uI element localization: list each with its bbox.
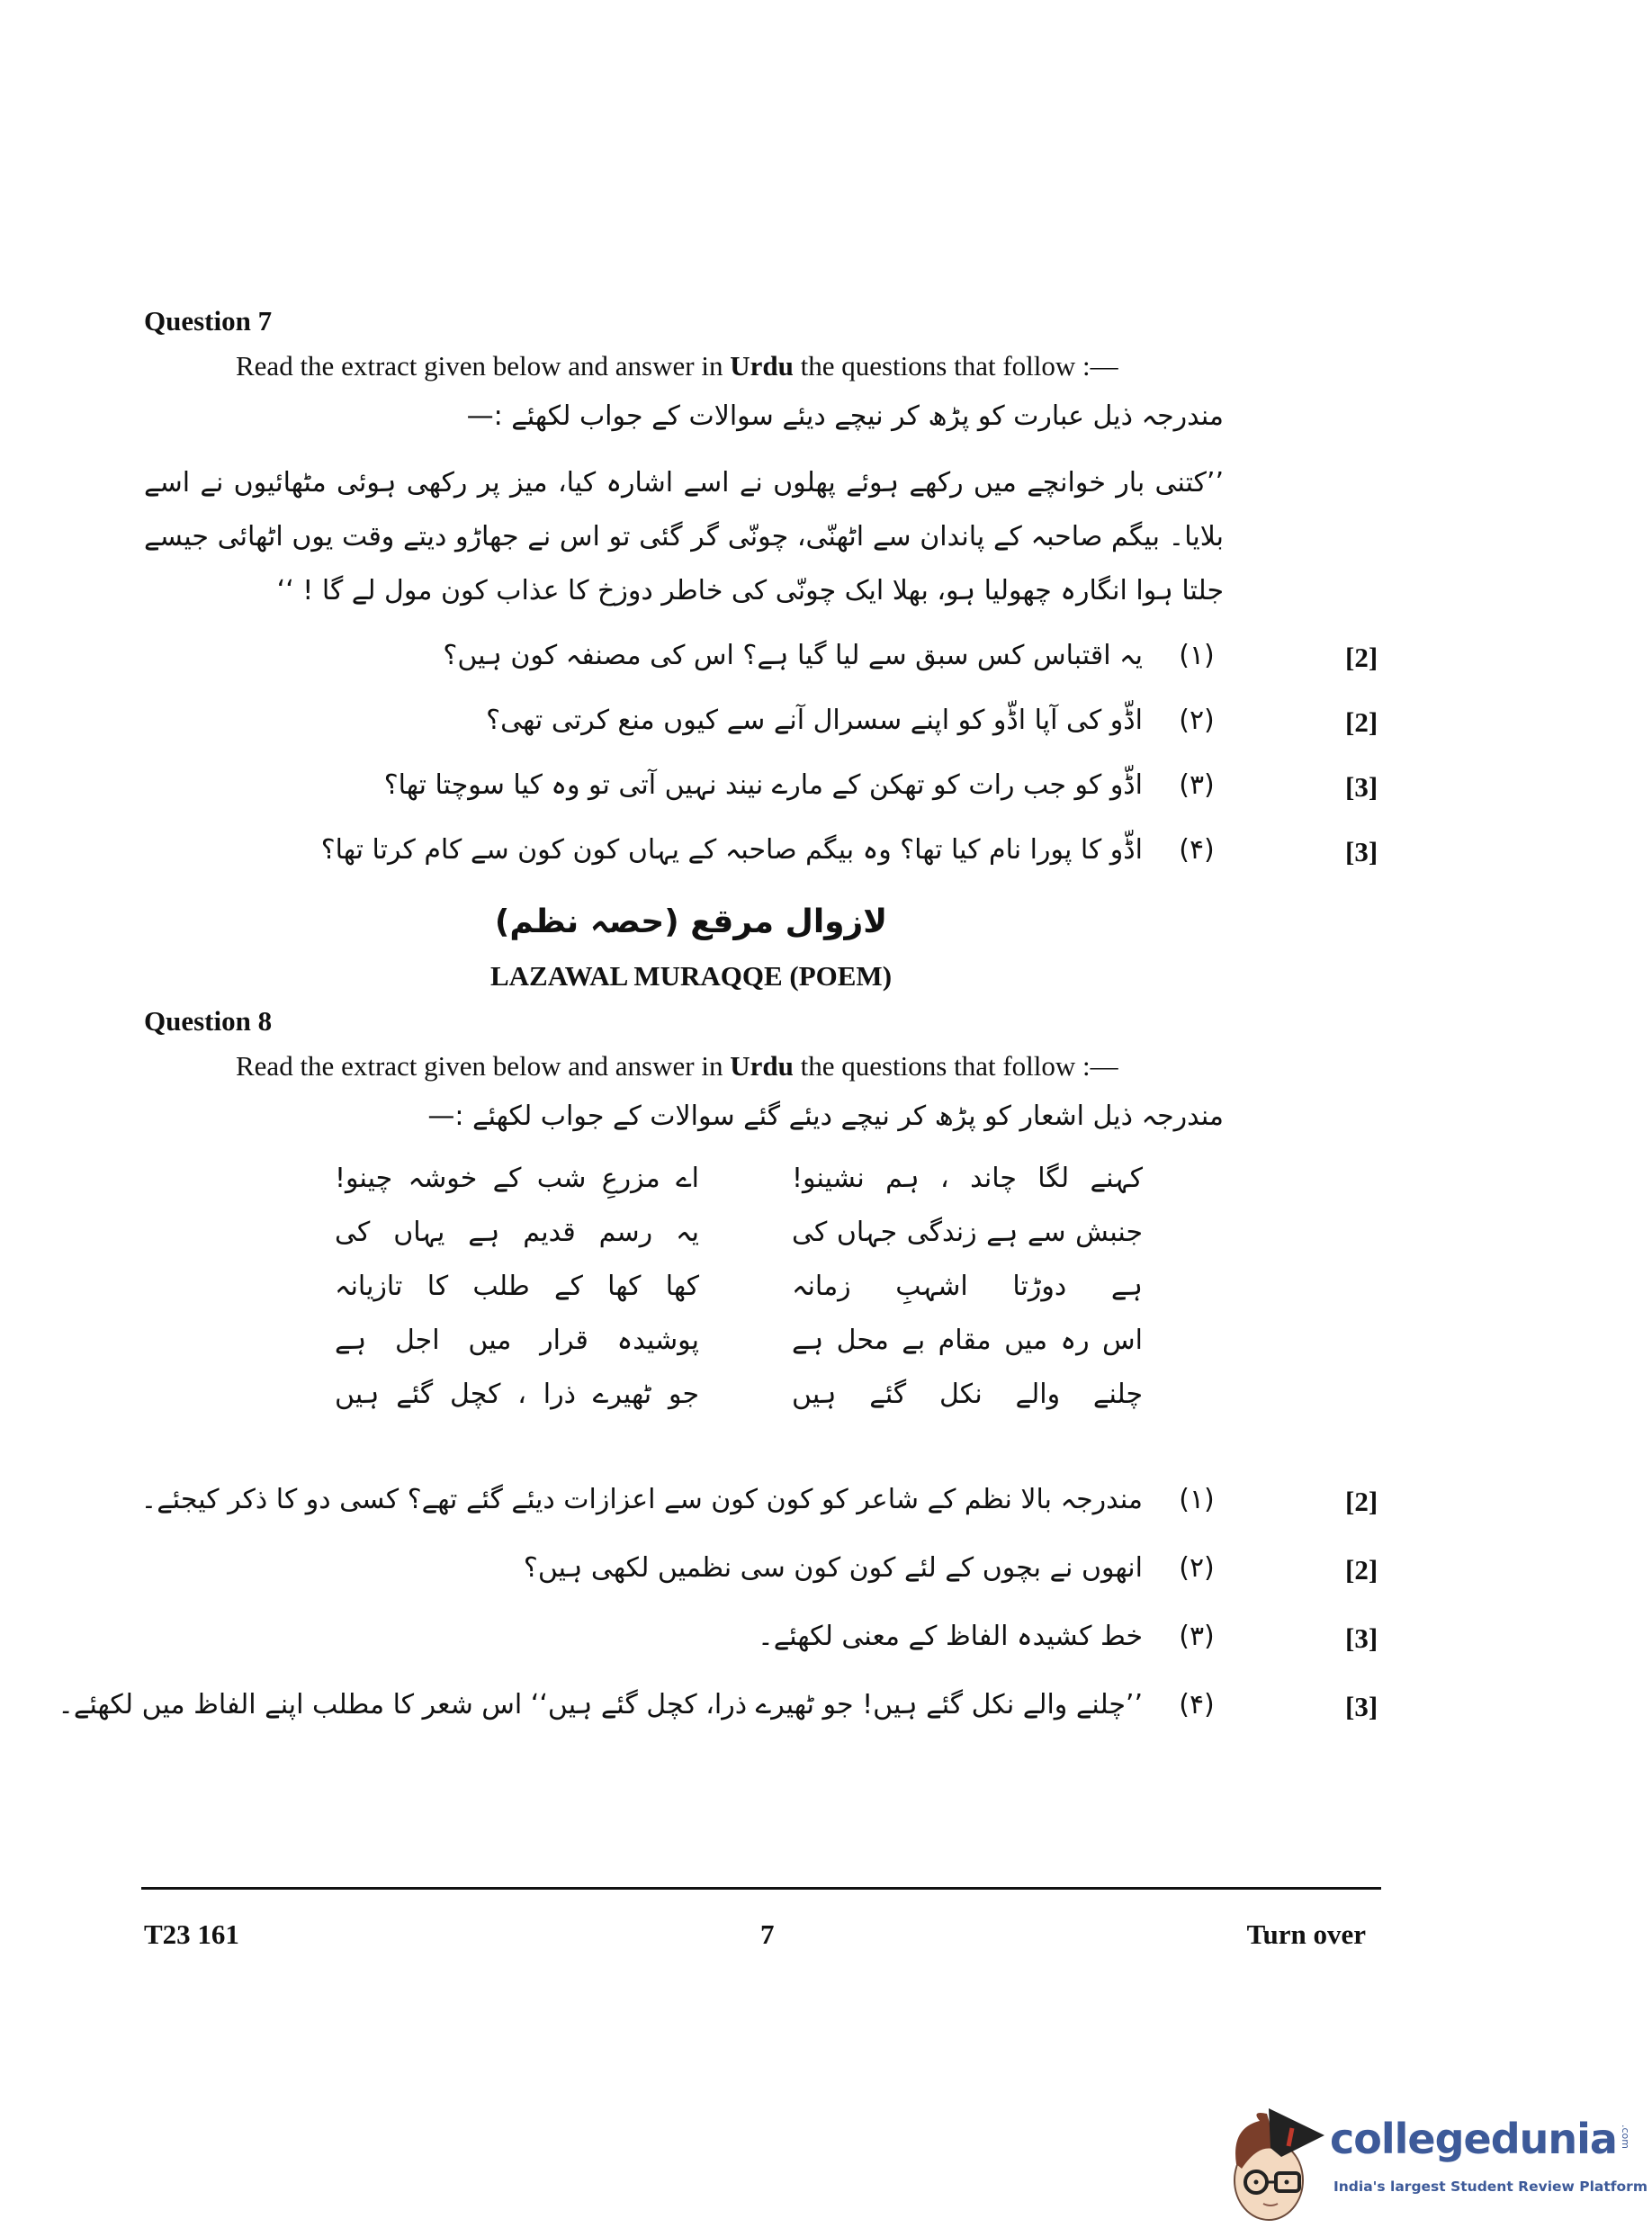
mascot-icon: [1224, 2101, 1327, 2223]
poem-line: ہے دوڑتا اشہبِ زمانہ: [792, 1271, 1143, 1302]
question-7-heading: Question 7: [144, 305, 273, 337]
question-7-item-4: [144, 831, 1382, 895]
poem-row: [144, 1318, 1382, 1372]
question-number: (۲): [1179, 705, 1215, 736]
brand-name: collegedunia: [1330, 2115, 1617, 2163]
question-text: خط کشیدہ الفاظ کے معنی لکھئے۔: [758, 1621, 1143, 1652]
poem-line: جو ٹھیرے ذرا ، کچل گئے ہیں: [335, 1379, 699, 1410]
question-text: ’’چلنے والے نکل گئے ہیں! جو ٹھیرے ذرا، کچل گئے ہیں‘‘ اس شعر کا مطلب اپنے الفاظ میں لکھئے۔: [58, 1689, 1143, 1720]
question-8-item-3: [144, 1617, 1382, 1685]
poem-line: کہنے لگا چاند ، ہم نشینو!: [792, 1163, 1143, 1194]
instruction-bold: Urdu: [730, 1050, 794, 1082]
question-8-item-1: [140, 1480, 1382, 1549]
poem-row: [144, 1264, 1382, 1318]
question-number: (۴): [1179, 834, 1215, 866]
question-number: (۱): [1179, 1484, 1215, 1515]
question-marks: [2]: [1345, 706, 1378, 738]
question-marks: [2]: [1345, 642, 1378, 673]
poem-row: [144, 1156, 1382, 1210]
question-8-list: [58, 1480, 1382, 1754]
poem-line: کھا کھا کے طلب کا تازیانہ: [335, 1271, 699, 1302]
poem-line: اس رہ میں مقام بے محل ہے: [792, 1325, 1143, 1356]
question-number: (۳): [1179, 1621, 1215, 1652]
footer-divider: [141, 1887, 1381, 1890]
question-7-list: [144, 636, 1382, 895]
question-7-item-3: [144, 766, 1382, 831]
question-text: انھوں نے بچوں کے لئے کون کون سی نظمیں لکھی ہیں؟: [523, 1552, 1143, 1584]
question-7-instruction: [144, 348, 1382, 397]
question-marks: [2]: [1345, 1486, 1378, 1517]
question-marks: [3]: [1345, 836, 1378, 867]
collegedunia-logo: [1224, 2101, 1647, 2223]
poem-title-urdu: لازوال مرقع (حصہ نظم): [494, 903, 888, 940]
poem-row: [144, 1372, 1382, 1426]
brand-tagline: India's largest Student Review Platform: [1333, 2179, 1648, 2195]
brand-wordmark: [1330, 2112, 1631, 2166]
question-number: (۱): [1179, 640, 1215, 671]
question-text: یہ اقتباس کس سبق سے لیا گیا ہے؟ اس کی مصنفہ کون ہیں؟: [443, 640, 1143, 671]
poem-row: [144, 1210, 1382, 1264]
instruction-text: Read the extract given below and answer in: [236, 1050, 731, 1082]
poem-line: اے مزرعِ شب کے خوشہ چینو!: [335, 1163, 699, 1194]
question-7-extract: ’’کتنی بار خوانچے میں رکھے ہوئے پھلوں نے اسے اشارہ کیا، میز پر رکھی ہوئی مٹھائیوں نے اسے بلایا۔ بیگم صاحبہ کے پاندان سے اٹھنّی، چونّی گر گئی تو اس نے جھاڑو دیتے وقت یوں اٹھائی جیسے جلتا ہوا انگارہ چھولیا ہو، بھلا ایک چونّی کی خاطر دوزخ کا عذاب کون مول لے گا ! ‘‘: [144, 467, 1224, 606]
question-marks: [3]: [1345, 1622, 1378, 1654]
question-text: مندرجہ بالا نظم کے شاعر کو کون کون سے اعزازات دیئے گئے تھے؟ کسی دو کا ذکر کیجئے۔: [140, 1484, 1143, 1515]
main-content: [58, 303, 1382, 1754]
poem-line: یہ رسم قدیم ہے یہاں کی: [335, 1217, 699, 1248]
poem-line: چلنے والے نکل گئے ہیں: [792, 1379, 1143, 1410]
turn-over-label: Turn over: [1246, 1918, 1366, 1950]
question-text: اڈّو کو جب رات کو تھکن کے مارے نیند نہیں آتی تو وہ کیا سوچتا تھا؟: [383, 769, 1143, 801]
question-marks: [3]: [1345, 1691, 1378, 1722]
question-text: اڈّو کا پورا نام کیا تھا؟ وہ بیگم صاحبہ کے یہاں کون کون سے کام کرتا تھا؟: [320, 834, 1143, 866]
paper-code: T23 161: [144, 1918, 239, 1950]
page-number: 7: [760, 1918, 775, 1950]
poem-title-english: LAZAWAL MURAQQE (POEM): [489, 960, 893, 992]
question-number: (۴): [1179, 1689, 1215, 1720]
instruction-bold: Urdu: [730, 350, 794, 382]
question-text: اڈّو کی آپا اڈّو کو اپنے سسرال آنے سے کیوں منع کرتی تھی؟: [486, 705, 1143, 736]
instruction-text: Read the extract given below and answer in: [236, 350, 731, 382]
question-7-instruction-urdu: مندرجہ ذیل عبارت کو پڑھ کر نیچے دیئے سوالات کے جواب لکھئے :—: [466, 400, 1224, 432]
question-8-instruction-urdu: مندرجہ ذیل اشعار کو پڑھ کر نیچے دیئے گئے سوالات کے جواب لکھئے :—: [427, 1101, 1224, 1132]
question-8-heading: Question 8: [144, 1005, 273, 1037]
poem-line: پوشیدہ قرار میں اجل ہے: [335, 1325, 699, 1356]
instruction-text: the questions that follow :—: [793, 350, 1118, 382]
question-8-instruction: [144, 1048, 1382, 1097]
poem-line: جنبش سے ہے زندگی جہاں کی: [792, 1217, 1143, 1248]
question-8-item-2: [144, 1549, 1382, 1617]
question-marks: [2]: [1345, 1554, 1378, 1586]
question-number: (۳): [1179, 769, 1215, 801]
question-7-item-2: [144, 701, 1382, 766]
question-marks: [3]: [1345, 771, 1378, 803]
question-number: (۲): [1179, 1552, 1215, 1584]
question-7-item-1: [144, 636, 1382, 701]
question-8-item-4: [58, 1685, 1382, 1754]
instruction-text: the questions that follow :—: [793, 1050, 1118, 1082]
brand-suffix: .com: [1619, 2125, 1631, 2149]
poem-extract: [144, 1156, 1382, 1426]
